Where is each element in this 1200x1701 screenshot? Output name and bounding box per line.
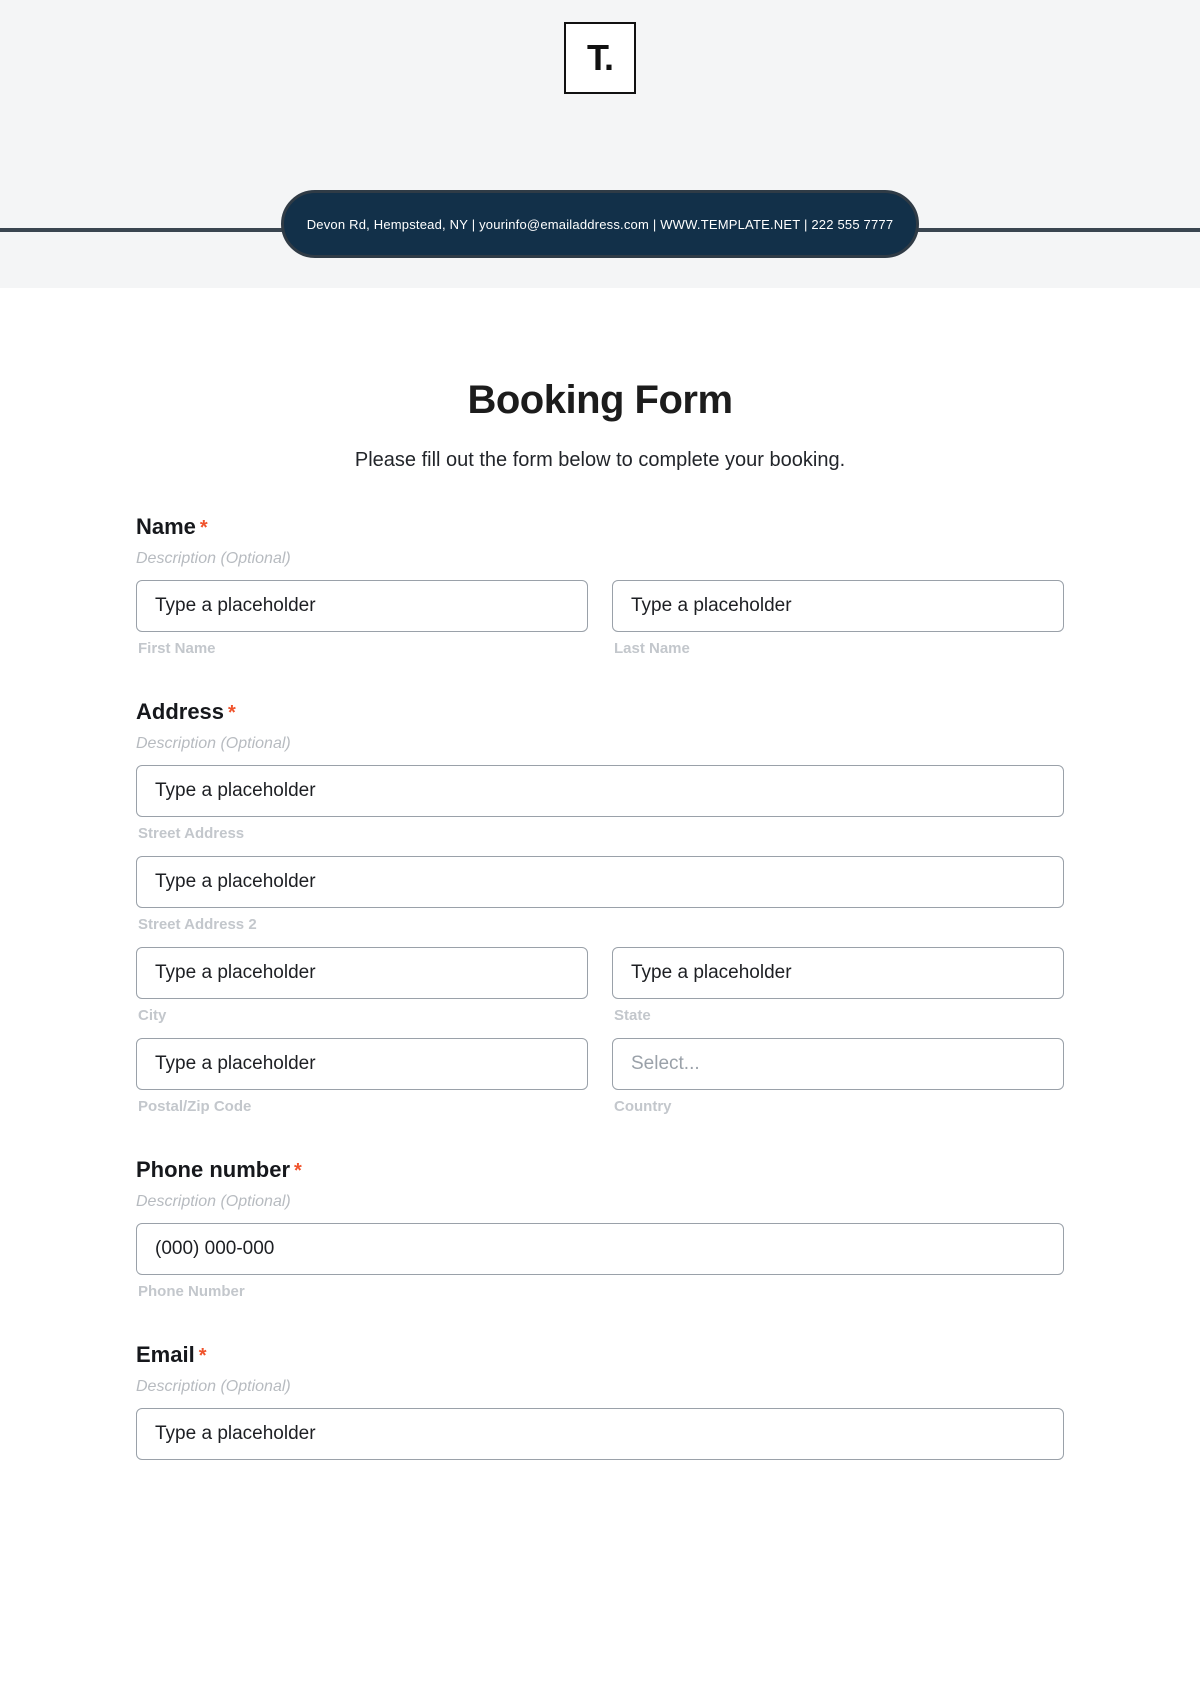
field-phone <box>136 1157 1064 1300</box>
postal-code-sublabel: Postal/Zip Code <box>138 1098 252 1115</box>
contact-bar <box>281 190 919 258</box>
street-address-2-input[interactable]: Type a placeholder <box>136 856 1064 908</box>
street-address-group <box>136 765 1064 842</box>
form-body <box>0 378 1200 1562</box>
field-address-label-text: Address <box>136 699 225 724</box>
city-sublabel: City <box>138 1007 167 1024</box>
phone-sublabel: Phone Number <box>138 1283 245 1300</box>
phone-group <box>136 1223 1064 1300</box>
city-input[interactable]: Type a placeholder <box>136 947 588 999</box>
page-header <box>0 0 1200 288</box>
form-fields <box>136 514 1064 1460</box>
first-name-group <box>136 580 588 657</box>
spacer <box>136 1024 1064 1038</box>
field-email-description: Description (Optional) <box>136 1378 291 1395</box>
email-input[interactable]: Type a placeholder <box>136 1408 1064 1460</box>
state-input[interactable]: Type a placeholder <box>612 947 1064 999</box>
field-name-label <box>136 514 1064 540</box>
country-sublabel: Country <box>614 1098 672 1115</box>
country-select[interactable]: Select... <box>612 1038 1064 1090</box>
postal-code-input[interactable]: Type a placeholder <box>136 1038 588 1090</box>
phone-input[interactable]: (000) 000-000 <box>136 1223 1064 1275</box>
field-email-label-text: Email <box>136 1342 195 1367</box>
field-name-description: Description (Optional) <box>136 550 291 567</box>
street-address-input[interactable]: Type a placeholder <box>136 765 1064 817</box>
logo-text: T. <box>586 37 613 78</box>
first-name-input[interactable]: Type a placeholder <box>136 580 588 632</box>
last-name-group <box>612 580 1064 657</box>
street-address-2-sublabel: Street Address 2 <box>138 916 257 933</box>
last-name-input[interactable]: Type a placeholder <box>612 580 1064 632</box>
state-sublabel: State <box>614 1007 651 1024</box>
field-name-label-text: Name <box>136 514 196 539</box>
state-group <box>612 947 1064 1024</box>
city-group <box>136 947 588 1024</box>
page-title: Booking Form <box>467 378 733 422</box>
field-address-description: Description (Optional) <box>136 735 291 752</box>
contact-info-text: Devon Rd, Hempstead, NY | yourinfo@emailaddress.com | WWW.TEMPLATE.NET | 222 555 7777 <box>306 216 894 232</box>
postal-code-group <box>136 1038 588 1115</box>
email-group <box>136 1408 1064 1460</box>
required-asterisk: * <box>228 702 236 724</box>
spacer <box>136 933 1064 947</box>
city-state-row <box>136 947 1064 1024</box>
street-address-2-group <box>136 856 1064 933</box>
field-address-label <box>136 699 1064 725</box>
required-asterisk: * <box>199 517 208 539</box>
name-inputs-row <box>136 580 1064 657</box>
street-address-sublabel: Street Address <box>138 825 245 842</box>
required-asterisk: * <box>294 1160 302 1182</box>
field-phone-label <box>136 1157 1064 1183</box>
first-name-sublabel: First Name <box>138 640 216 657</box>
field-email <box>136 1342 1064 1460</box>
field-phone-description: Description (Optional) <box>136 1193 291 1210</box>
country-group <box>612 1038 1064 1115</box>
field-name <box>136 514 1064 657</box>
postal-country-row <box>136 1038 1064 1115</box>
page-subtitle: Please fill out the form below to complete your booking. <box>354 449 846 471</box>
field-email-label <box>136 1342 1064 1368</box>
last-name-sublabel: Last Name <box>614 640 690 657</box>
field-address <box>136 699 1064 1115</box>
field-phone-label-text: Phone number <box>136 1157 291 1182</box>
spacer <box>136 842 1064 856</box>
required-asterisk: * <box>198 1345 207 1367</box>
brand-logo <box>564 22 636 94</box>
